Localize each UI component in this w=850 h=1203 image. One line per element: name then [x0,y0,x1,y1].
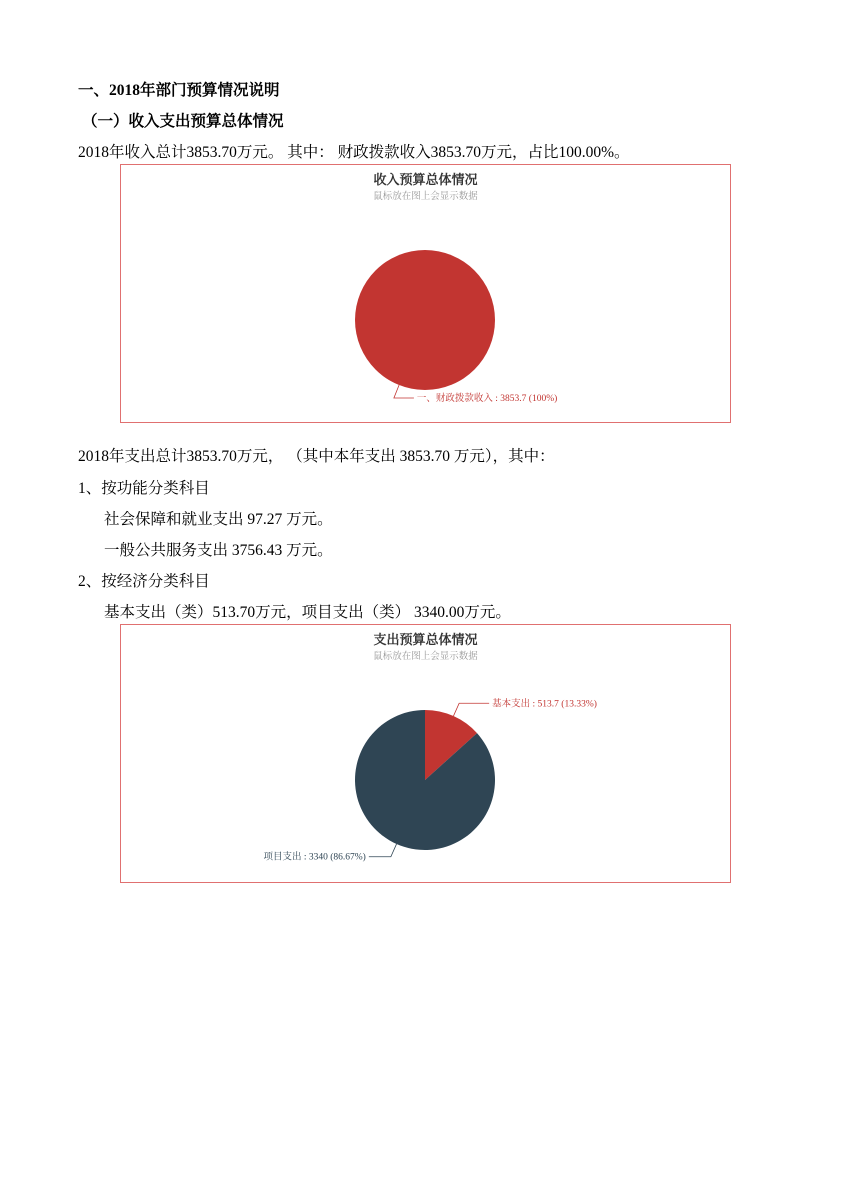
income-chart [120,164,731,423]
functional-item: 一般公共服务支出 3756.43 万元。 [104,542,333,559]
income-summary: 2018年收入总计3853.70万元。 其中： 财政拨款收入3853.70万元，占比100.00%。 [78,144,630,161]
chart-subtitle: 鼠标放在图上会显示数据 [373,191,478,202]
section-heading: 一、2018年部门预算情况说明 [78,82,280,99]
chart-subtitle: 鼠标放在图上会显示数据 [373,651,478,662]
income-pie-svg [121,165,730,422]
economic-item: 基本支出（类）513.70万元，项目支出（类） 3340.00万元。 [104,604,511,621]
expense-summary: 2018年支出总计3853.70万元， （其中本年支出 3853.70 万元），其中： [78,448,555,465]
pie-slice[interactable] [355,250,495,390]
economic-heading: 2、按经济分类科目 [78,573,210,590]
chart-title: 收入预算总体情况 [373,173,478,188]
pie-leader-line [453,703,489,716]
pie-leader-line [369,844,397,857]
functional-item: 社会保障和就业支出 97.27 万元。 [104,511,333,528]
pie-label: 一、财政拨款收入 : 3853.7 (100%) [416,394,558,405]
subsection-heading: （一）收入支出预算总体情况 [82,113,284,130]
expense-chart [120,624,731,883]
expense-pie-svg [121,625,730,882]
functional-heading: 1、按功能分类科目 [78,480,210,497]
pie-label: 项目支出 : 3340 (86.67%) [263,852,366,863]
pie-label: 基本支出 : 513.7 (13.33%) [492,699,597,710]
chart-title: 支出预算总体情况 [373,633,478,648]
